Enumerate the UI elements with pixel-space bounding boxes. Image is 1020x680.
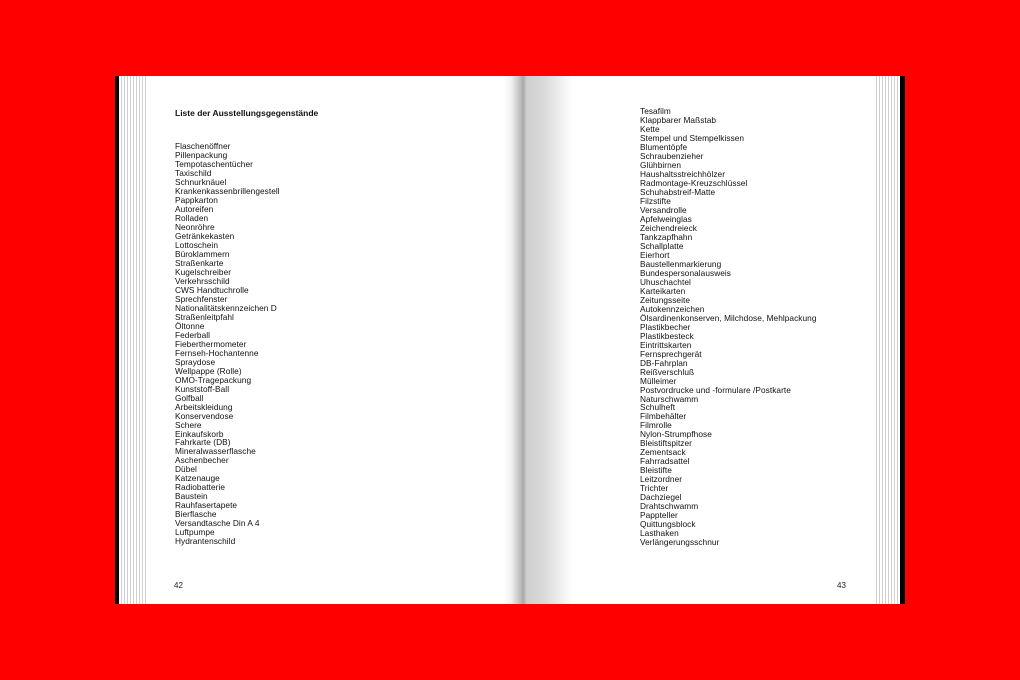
list-item: DB-Fahrplan [640,357,688,368]
list-item: Autoreifen [175,203,214,214]
page-title: Liste der Ausstellungsgegenstände [175,108,319,118]
list-item: Haushaltsstreichhölzer [640,168,726,179]
list-item: Wellpappe (Rolle) [175,365,242,376]
list-item: Hydrantenschild [175,536,236,547]
list-item: Kette [640,123,660,134]
list-item: Bleistiftspitzer [640,438,692,449]
list-item: Nationalitätskennzeichen D [175,302,277,313]
list-item: Radiobatterie [175,482,226,493]
list-item: Fahrkarte (DB) [175,437,231,448]
list-item: Apfelweinglas [640,213,692,224]
book-cover-edge-right [900,76,905,604]
list-item: Eintrittskarten [640,339,692,350]
list-item: Sprechfenster [175,293,228,304]
list-item: Baustellenmarkierung [640,258,722,269]
list-item: Getränkekasten [175,230,235,241]
list-item: Uhuschachtel [640,276,691,287]
list-item: Schnurknäuel [175,176,227,187]
list-item: Klappbarer Maßstab [640,114,717,125]
list-item: Aschenbecher [175,455,229,466]
list-item: Spraydose [175,356,216,367]
list-item: Neonröhre [175,221,215,232]
list-item: Naturschwamm [640,393,699,404]
item-list-left [175,142,280,546]
list-item: Plastikbecher [640,321,691,332]
list-item: Tankzapfhahn [640,231,693,242]
list-item: Fahrradsattel [640,456,690,467]
list-item: Flaschenöffner [175,141,231,151]
list-item: Schere [175,419,202,430]
list-item: Einkaufskorb [175,428,224,439]
page-number-left: 42 [174,581,183,590]
list-item: Fieberthermometer [175,338,247,349]
list-item: Verlängerungsschnur [640,537,720,548]
list-item: Bundespersonalausweis [640,267,731,278]
list-item: Fernsprechgerät [640,348,702,359]
page-stack-left [119,76,146,604]
list-item: Zeichendreieck [640,222,697,233]
list-item: OMO-Tragepackung [175,374,252,385]
list-item: Rolladen [175,212,209,223]
list-item: Krankenkassenbrillengestell [175,185,280,196]
list-item: Ölsardinenkonserven, Milchdose, Mehlpackung [640,312,817,323]
open-book [115,76,905,604]
list-item: Tesafilm [640,106,671,116]
list-item: Mülleimer [640,375,677,386]
list-item: Kugelschreiber [175,266,232,277]
list-item: Luftpumpe [175,527,215,538]
list-item: Katzenauge [175,473,220,484]
list-item: CWS Handtuchrolle [175,284,249,295]
list-item: Pappkarton [175,194,218,205]
list-item: Pillenpackung [175,149,228,160]
list-item: Nylon-Strumpfhose [640,429,712,440]
list-item: Quittungsblock [640,519,696,530]
list-item: Trichter [640,483,669,494]
list-item: Zementsack [640,447,686,458]
book-gutter-shadow [503,76,573,604]
list-item: Zeitungsseite [640,294,690,305]
list-item: Schallplatte [640,240,684,251]
list-item: Rauhfasertapete [175,500,238,511]
list-item: Bierflasche [175,509,217,520]
list-item: Filzstifte [640,195,671,206]
list-item: Radmontage-Kreuzschlüssel [640,177,748,188]
list-item: Lasthaken [640,528,679,539]
list-item: Taxischild [175,167,212,178]
list-item: Baustein [175,491,208,502]
list-item: Glühbirnen [640,159,682,170]
list-item: Büroklammern [175,248,230,259]
list-item: Schraubenzieher [640,150,704,161]
list-item: Filmrolle [640,420,672,431]
list-item: Straßenleitpfahl [175,311,234,322]
page-number-right: 43 [837,581,846,590]
list-item: Drahtschwamm [640,501,699,512]
list-item: Mineralwasserflasche [175,446,256,457]
list-item: Dachziegel [640,492,682,503]
list-item: Blumentöpfe [640,141,688,152]
list-item: Straßenkarte [175,257,224,268]
list-item: Stempel und Stempelkissen [640,132,745,143]
list-item: Arbeitskleidung [175,401,233,412]
list-item: Fernseh-Hochantenne [175,347,259,358]
list-item: Öltonne [175,320,205,331]
list-item: Postvordrucke und -formulare /Postkarte [640,384,791,395]
page-stack-right [874,76,900,604]
list-item: Plastikbesteck [640,330,694,341]
list-item: Leitzordner [640,474,683,485]
list-item: Dübel [175,464,197,475]
list-item: Reißverschluß [640,366,695,377]
list-item: Verkehrsschild [175,275,230,286]
list-item: Schuhabstreif-Matte [640,186,716,197]
list-item: Golfball [175,392,204,403]
list-item: Federball [175,329,211,340]
list-item: Pappteller [640,510,678,521]
list-item: Filmbehälter [640,411,687,422]
list-item: Versandtasche Din A 4 [175,518,260,529]
item-list-right [640,107,816,547]
list-item: Bleistifte [640,465,672,476]
list-item: Versandrolle [640,204,687,215]
list-item: Tempotaschentücher [175,158,253,169]
list-item: Karteikarten [640,285,686,296]
list-item: Konservendose [175,410,234,421]
list-item: Kunststoff-Ball [175,383,230,394]
list-item: Lottoschein [175,239,218,250]
list-item: Eierhort [640,249,670,260]
list-item: Schulheft [640,402,676,413]
list-item: Autokennzeichen [640,303,705,314]
